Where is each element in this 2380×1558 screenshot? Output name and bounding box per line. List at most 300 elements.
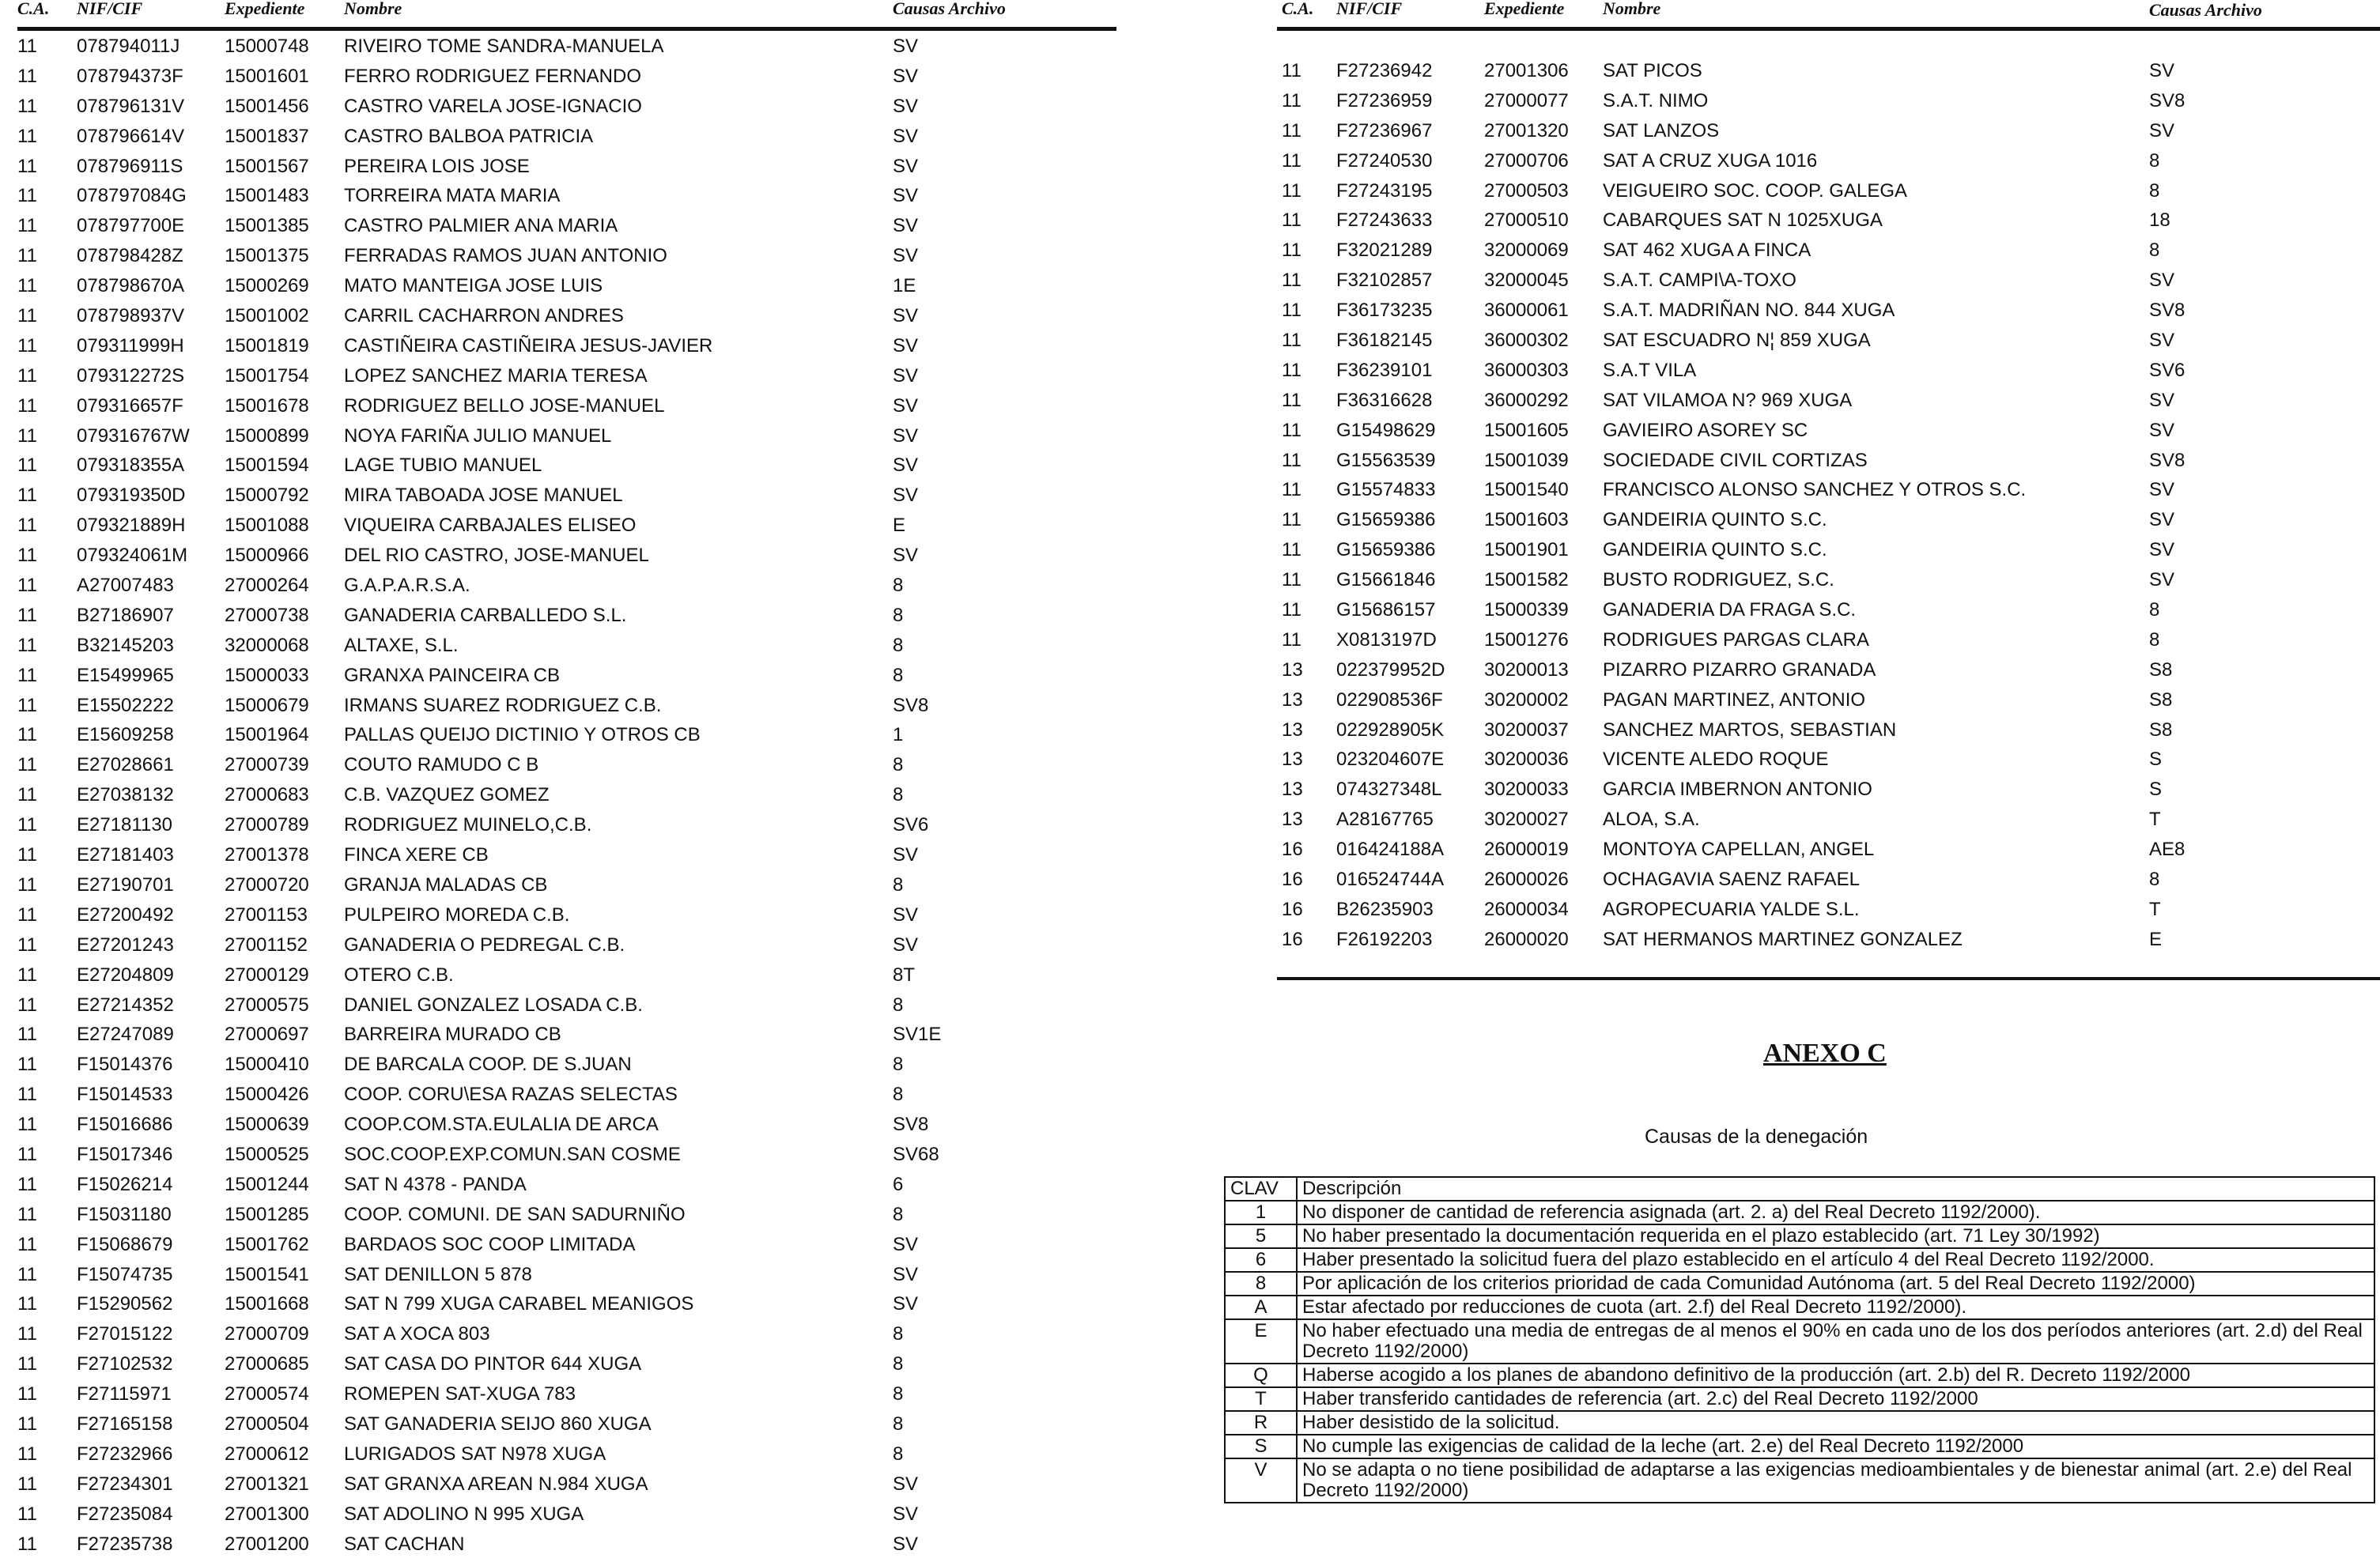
row-nombre: RODRIGUEZ BELLO JOSE-MANUEL bbox=[344, 394, 665, 417]
row-expediente: 36000292 bbox=[1484, 389, 1569, 411]
row-ca: 11 bbox=[17, 634, 37, 656]
row-nombre: SAT ESCUADRO N¦ 859 XUGA bbox=[1603, 330, 1871, 352]
row-expediente: 15001540 bbox=[1484, 479, 1569, 501]
row-causas: SV bbox=[893, 455, 919, 477]
row-nombre: COOP.COM.STA.EULALIA DE ARCA bbox=[344, 1114, 659, 1136]
row-expediente: 15001601 bbox=[225, 65, 309, 87]
row-nombre: SOCIEDADE CIVIL CORTIZAS bbox=[1603, 449, 1868, 471]
row-nombre: S.A.T. MADRIÑAN NO. 844 XUGA bbox=[1603, 300, 1895, 322]
cause-key: S bbox=[1225, 1435, 1297, 1458]
row-causas: SV bbox=[2149, 270, 2175, 292]
row-ca: 11 bbox=[17, 1054, 37, 1076]
table-row bbox=[17, 1318, 1116, 1349]
table-row bbox=[17, 300, 1116, 330]
table-row bbox=[17, 990, 1116, 1020]
row-ca: 11 bbox=[17, 575, 37, 597]
row-causas: E bbox=[893, 515, 906, 537]
row-nombre: SAT DENILLON 5 878 bbox=[344, 1263, 532, 1285]
row-ca: 11 bbox=[17, 1293, 37, 1315]
table-row bbox=[17, 570, 1116, 600]
row-nombre: FRANCISCO ALONSO SANCHEZ Y OTROS S.C. bbox=[1603, 479, 2027, 501]
cause-key: R bbox=[1225, 1411, 1297, 1435]
row-ca: 11 bbox=[17, 364, 37, 387]
row-causas: SV bbox=[893, 1533, 919, 1555]
row-ca: 13 bbox=[1282, 658, 1303, 681]
table-row bbox=[1277, 85, 2380, 115]
row-ca: 11 bbox=[1282, 300, 1301, 322]
row-ca: 11 bbox=[17, 784, 37, 806]
row-nif: F32021289 bbox=[1336, 240, 1433, 262]
table-row bbox=[17, 151, 1116, 181]
row-causas: SV68 bbox=[893, 1143, 939, 1165]
row-nif: F32102857 bbox=[1336, 270, 1433, 292]
row-expediente: 15001567 bbox=[225, 155, 309, 177]
row-expediente: 26000034 bbox=[1484, 898, 1569, 920]
row-expediente: 15001002 bbox=[225, 305, 309, 327]
row-ca: 16 bbox=[1282, 898, 1303, 920]
table-row bbox=[17, 510, 1116, 540]
row-nif: 079324061M bbox=[77, 545, 188, 567]
row-causas: 8 bbox=[893, 1383, 904, 1405]
row-ca: 11 bbox=[1282, 539, 1301, 561]
right-table-header bbox=[1277, 0, 2380, 27]
row-expediente: 15000899 bbox=[225, 424, 309, 447]
row-ca: 11 bbox=[1282, 209, 1301, 232]
row-nombre: COOP. CORU\ESA RAZAS SELECTAS bbox=[344, 1084, 678, 1106]
row-nif: F27236942 bbox=[1336, 60, 1433, 81]
table-row bbox=[17, 480, 1116, 510]
table-row bbox=[1277, 325, 2380, 355]
row-nombre: DEL RIO CASTRO, JOSE-MANUEL bbox=[344, 545, 649, 567]
cause-description: No haber efectuado una media de entregas de al menos el 90% en cada uno de los dos períodos anteriores (art. 2.d) del Real Decreto 1192/2000) bbox=[1297, 1319, 2374, 1364]
row-nombre: FINCA XERE CB bbox=[344, 844, 489, 866]
row-ca: 11 bbox=[1282, 449, 1301, 471]
row-causas: SV bbox=[893, 1263, 919, 1285]
left-listing bbox=[17, 0, 1116, 1558]
row-expediente: 15001276 bbox=[1484, 628, 1569, 651]
row-expediente: 15000426 bbox=[225, 1084, 309, 1106]
cause-description: Haber transferido cantidades de referencia (art. 2.c) del Real Decreto 1192/2000 bbox=[1297, 1387, 2374, 1411]
row-expediente: 30200037 bbox=[1484, 719, 1569, 741]
row-ca: 11 bbox=[17, 245, 37, 267]
row-causas: 18 bbox=[2149, 209, 2170, 232]
cause-row bbox=[1225, 1364, 2374, 1387]
row-nif: 016524744A bbox=[1336, 869, 1445, 891]
row-expediente: 15001039 bbox=[1484, 449, 1569, 471]
row-nombre: RIVEIRO TOME SANDRA-MANUELA bbox=[344, 36, 664, 57]
table-row bbox=[1277, 774, 2380, 804]
row-nombre: SAT A XOCA 803 bbox=[344, 1323, 490, 1345]
row-expediente: 27000789 bbox=[225, 814, 309, 836]
row-ca: 11 bbox=[17, 1084, 37, 1106]
row-nif: F27235738 bbox=[77, 1533, 173, 1555]
row-nombre: SAT VILAMOA N? 969 XUGA bbox=[1603, 389, 1853, 411]
row-ca: 11 bbox=[17, 1443, 37, 1465]
row-ca: 11 bbox=[1282, 330, 1301, 352]
row-causas: S8 bbox=[2149, 658, 2173, 681]
row-ca: 11 bbox=[17, 1173, 37, 1195]
row-causas: 8 bbox=[893, 1443, 904, 1465]
cause-row bbox=[1225, 1201, 2374, 1224]
row-nombre: SAT A CRUZ XUGA 1016 bbox=[1603, 149, 1818, 172]
table-row bbox=[17, 779, 1116, 809]
row-nombre: PULPEIRO MOREDA C.B. bbox=[344, 903, 570, 926]
row-nif: 078794011J bbox=[77, 36, 180, 57]
cause-key: 1 bbox=[1225, 1201, 1297, 1224]
table-row bbox=[17, 749, 1116, 779]
row-ca: 11 bbox=[17, 545, 37, 567]
row-nombre: DE BARCALA COOP. DE S.JUAN bbox=[344, 1054, 632, 1076]
header-expediente: Expediente bbox=[1484, 0, 1565, 18]
row-nombre: OCHAGAVIA SAENZ RAFAEL bbox=[1603, 869, 1860, 891]
row-nombre: SAT N 799 XUGA CARABEL MEANIGOS bbox=[344, 1293, 694, 1315]
table-row bbox=[1277, 355, 2380, 385]
row-nif: E15499965 bbox=[77, 664, 174, 686]
table-row bbox=[17, 690, 1116, 720]
row-causas: SV bbox=[893, 844, 919, 866]
row-ca: 11 bbox=[17, 1203, 37, 1225]
table-row bbox=[1277, 894, 2380, 924]
table-row bbox=[17, 330, 1116, 360]
row-expediente: 27001200 bbox=[225, 1533, 309, 1555]
cause-description: Haber presentado la solicitud fuera del plazo establecido en el artículo 4 del Real Decreto 1192/2000. bbox=[1297, 1248, 2374, 1272]
annex-title: ANEXO C bbox=[1763, 1039, 1887, 1068]
cause-description: Haberse acogido a los planes de abandono definitivo de la producción (art. 2.b) del R. Decreto 1192/2000 bbox=[1297, 1364, 2374, 1387]
header-nif: NIF/CIF bbox=[77, 0, 143, 18]
row-nombre: S.A.T. CAMPI\A-TOXO bbox=[1603, 270, 1796, 292]
table-row bbox=[17, 1529, 1116, 1558]
cause-key: 6 bbox=[1225, 1248, 1297, 1272]
row-nif: 078797084G bbox=[77, 185, 187, 207]
row-causas: 1 bbox=[893, 724, 904, 746]
row-expediente: 27000575 bbox=[225, 994, 309, 1016]
row-causas: SV bbox=[893, 245, 919, 267]
table-row bbox=[17, 1169, 1116, 1199]
row-causas: 8 bbox=[2149, 240, 2160, 262]
table-row bbox=[1277, 115, 2380, 145]
row-nombre: RODRIGUEZ MUINELO,C.B. bbox=[344, 814, 592, 836]
row-nombre: CASTRO PALMIER ANA MARIA bbox=[344, 215, 618, 237]
row-causas: SV bbox=[2149, 479, 2175, 501]
row-expediente: 15000525 bbox=[225, 1143, 309, 1165]
row-ca: 11 bbox=[1282, 389, 1301, 411]
header-ca: C.A. bbox=[1282, 0, 1314, 18]
row-nombre: SAT GRANXA AREAN N.984 XUGA bbox=[344, 1473, 648, 1495]
row-expediente: 27001300 bbox=[225, 1503, 309, 1525]
row-expediente: 36000302 bbox=[1484, 330, 1569, 352]
row-ca: 11 bbox=[17, 1024, 37, 1046]
row-ca: 11 bbox=[1282, 119, 1301, 141]
table-row bbox=[1277, 55, 2380, 85]
row-expediente: 26000026 bbox=[1484, 869, 1569, 891]
row-causas: 8 bbox=[893, 634, 904, 656]
row-nif: G15661846 bbox=[1336, 569, 1436, 591]
row-causas: 8 bbox=[893, 873, 904, 896]
row-expediente: 27000697 bbox=[225, 1024, 309, 1046]
row-nombre: SAT CASA DO PINTOR 644 XUGA bbox=[344, 1353, 642, 1375]
row-expediente: 15000339 bbox=[1484, 599, 1569, 621]
table-row bbox=[1277, 715, 2380, 745]
cause-key: V bbox=[1225, 1458, 1297, 1503]
row-nombre: TORREIRA MATA MARIA bbox=[344, 185, 561, 207]
row-nombre: SOC.COOP.EXP.COMUN.SAN COSME bbox=[344, 1143, 681, 1165]
row-ca: 11 bbox=[17, 1473, 37, 1495]
table-row bbox=[1277, 655, 2380, 685]
row-expediente: 36000061 bbox=[1484, 300, 1569, 322]
row-ca: 11 bbox=[17, 1263, 37, 1285]
row-nif: 079316657F bbox=[77, 394, 183, 417]
row-nombre: CASTIÑEIRA CASTIÑEIRA JESUS-JAVIER bbox=[344, 334, 713, 356]
table-row bbox=[17, 1199, 1116, 1229]
row-nombre: GANADERIA CARBALLEDO S.L. bbox=[344, 604, 627, 626]
row-ca: 11 bbox=[17, 903, 37, 926]
table-row bbox=[17, 1439, 1116, 1469]
cause-description: No disponer de cantidad de referencia asignada (art. 2. a) del Real Decreto 1192/2000). bbox=[1297, 1201, 2374, 1224]
row-expediente: 27001152 bbox=[225, 934, 308, 956]
row-expediente: 15001837 bbox=[225, 125, 309, 147]
row-expediente: 27000503 bbox=[1484, 179, 1569, 202]
row-ca: 11 bbox=[1282, 509, 1301, 531]
row-expediente: 27000574 bbox=[225, 1383, 309, 1405]
row-expediente: 15001375 bbox=[225, 245, 309, 267]
row-ca: 11 bbox=[1282, 569, 1301, 591]
row-causas: S bbox=[2149, 779, 2163, 801]
row-nif: F15014376 bbox=[77, 1054, 173, 1076]
row-ca: 11 bbox=[17, 95, 37, 117]
row-causas: SV bbox=[893, 934, 919, 956]
row-nombre: SAT CACHAN bbox=[344, 1533, 465, 1555]
row-nombre: VEIGUEIRO SOC. COOP. GALEGA bbox=[1603, 179, 1907, 202]
row-nombre: IRMANS SUAREZ RODRIGUEZ C.B. bbox=[344, 694, 662, 716]
cause-key: E bbox=[1225, 1319, 1297, 1364]
row-expediente: 15001285 bbox=[225, 1203, 309, 1225]
row-expediente: 30200013 bbox=[1484, 658, 1569, 681]
table-row bbox=[1277, 924, 2380, 954]
row-causas: SV8 bbox=[893, 1114, 929, 1136]
row-nif: F27235084 bbox=[77, 1503, 173, 1525]
header-rule bbox=[1277, 27, 2380, 31]
row-nif: F27240530 bbox=[1336, 149, 1433, 172]
row-expediente: 32000045 bbox=[1484, 270, 1569, 292]
row-causas: 8 bbox=[893, 664, 904, 686]
row-expediente: 27001306 bbox=[1484, 60, 1569, 81]
row-ca: 11 bbox=[17, 36, 37, 57]
row-causas: 8 bbox=[893, 784, 904, 806]
row-expediente: 27001153 bbox=[225, 903, 308, 926]
row-nombre: SAT LANZOS bbox=[1603, 119, 1720, 141]
row-nif: 079316767W bbox=[77, 424, 190, 447]
row-nif: X0813197D bbox=[1336, 628, 1437, 651]
row-ca: 11 bbox=[17, 754, 37, 776]
row-nif: 016424188A bbox=[1336, 839, 1445, 861]
table-row bbox=[17, 1049, 1116, 1079]
cause-description: No se adapta o no tiene posibilidad de adaptarse a las exigencias medioambientales y de bienestar animal (art. 2.e) del Real Decreto 1192/2000) bbox=[1297, 1458, 2374, 1503]
row-causas: SV bbox=[893, 185, 919, 207]
table-row bbox=[1277, 415, 2380, 445]
row-nombre: SAT HERMANOS MARTINEZ GONZALEZ bbox=[1603, 928, 1963, 950]
table-row bbox=[1277, 504, 2380, 534]
table-row bbox=[1277, 594, 2380, 624]
row-ca: 11 bbox=[17, 394, 37, 417]
causes-table bbox=[1224, 1176, 2375, 1503]
row-causas: SV bbox=[893, 125, 919, 147]
row-ca: 11 bbox=[17, 65, 37, 87]
row-expediente: 27000709 bbox=[225, 1323, 309, 1345]
row-causas: SV bbox=[2149, 60, 2175, 81]
row-causas: T bbox=[2149, 898, 2161, 920]
row-nombre: FERRO RODRIGUEZ FERNANDO bbox=[344, 65, 642, 87]
cause-description: Estar afectado por reducciones de cuota (art. 2.f) del Real Decreto 1192/2000). bbox=[1297, 1296, 2374, 1319]
row-causas: 8 bbox=[2149, 149, 2160, 172]
row-causas: SV bbox=[893, 485, 919, 507]
row-nombre: BUSTO RODRIGUEZ, S.C. bbox=[1603, 569, 1834, 591]
row-nombre: C.B. VAZQUEZ GOMEZ bbox=[344, 784, 550, 806]
row-ca: 11 bbox=[17, 1114, 37, 1136]
row-nombre: GANADERIA O PEDREGAL C.B. bbox=[344, 934, 625, 956]
table-row bbox=[1277, 685, 2380, 715]
row-nif: F15068679 bbox=[77, 1233, 173, 1255]
cause-key: T bbox=[1225, 1387, 1297, 1411]
row-nif: F27236967 bbox=[1336, 119, 1433, 141]
row-nombre: BARDAOS SOC COOP LIMITADA bbox=[344, 1233, 636, 1255]
row-nombre: GARCIA IMBERNON ANTONIO bbox=[1603, 779, 1872, 801]
row-expediente: 15001483 bbox=[225, 185, 309, 207]
row-nombre: PAGAN MARTINEZ, ANTONIO bbox=[1603, 688, 1866, 711]
row-ca: 11 bbox=[17, 724, 37, 746]
table-row bbox=[1277, 474, 2380, 504]
row-causas: 1E bbox=[893, 275, 916, 297]
row-nombre: GRANXA PAINCEIRA CB bbox=[344, 664, 560, 686]
header-nif: NIF/CIF bbox=[1336, 0, 1403, 18]
row-nif: E27181403 bbox=[77, 844, 174, 866]
row-causas: SV bbox=[2149, 539, 2175, 561]
table-row bbox=[17, 1019, 1116, 1049]
row-nif: F27015122 bbox=[77, 1323, 173, 1345]
row-nif: F36316628 bbox=[1336, 389, 1433, 411]
table-row bbox=[17, 121, 1116, 151]
table-row bbox=[1277, 534, 2380, 564]
row-nombre: MONTOYA CAPELLAN, ANGEL bbox=[1603, 839, 1875, 861]
table-row bbox=[17, 1229, 1116, 1259]
table-row bbox=[1277, 804, 2380, 834]
row-nombre: FERRADAS RAMOS JUAN ANTONIO bbox=[344, 245, 667, 267]
row-nif: 078798937V bbox=[77, 305, 185, 327]
table-row bbox=[17, 1409, 1116, 1439]
row-nombre: MATO MANTEIGA JOSE LUIS bbox=[344, 275, 603, 297]
table-row bbox=[17, 900, 1116, 930]
row-nif: G15686157 bbox=[1336, 599, 1436, 621]
table-row bbox=[17, 61, 1116, 91]
row-nombre: BARREIRA MURADO CB bbox=[344, 1024, 561, 1046]
row-causas: 8 bbox=[2149, 599, 2160, 621]
table-row bbox=[1277, 295, 2380, 325]
row-nif: E27204809 bbox=[77, 964, 174, 986]
table-row bbox=[17, 1139, 1116, 1169]
row-nombre: VIQUEIRA CARBAJALES ELISEO bbox=[344, 515, 637, 537]
cause-description: No haber presentado la documentación requerida en el plazo establecido (art. 71 Ley 30/1992) bbox=[1297, 1224, 2374, 1248]
row-ca: 11 bbox=[17, 1143, 37, 1165]
row-nif: E27200492 bbox=[77, 903, 174, 926]
row-expediente: 30200036 bbox=[1484, 749, 1569, 771]
row-nif: E27247089 bbox=[77, 1024, 174, 1046]
row-causas: 8 bbox=[893, 575, 904, 597]
row-causas: E bbox=[2149, 928, 2163, 950]
row-expediente: 15001594 bbox=[225, 455, 309, 477]
row-nombre: SAT PICOS bbox=[1603, 60, 1702, 81]
row-expediente: 15000410 bbox=[225, 1054, 309, 1076]
cause-row bbox=[1225, 1435, 2374, 1458]
row-nombre: SAT ADOLINO N 995 XUGA bbox=[344, 1503, 584, 1525]
row-nombre: NOYA FARIÑA JULIO MANUEL bbox=[344, 424, 612, 447]
row-nombre: LAGE TUBIO MANUEL bbox=[344, 455, 542, 477]
row-causas: 8T bbox=[893, 964, 916, 986]
row-ca: 13 bbox=[1282, 749, 1303, 771]
row-ca: 11 bbox=[17, 125, 37, 147]
row-nif: E27028661 bbox=[77, 754, 174, 776]
bottom-rule bbox=[1277, 977, 2380, 980]
row-nombre: GRANJA MALADAS CB bbox=[344, 873, 548, 896]
row-causas: 8 bbox=[893, 1084, 904, 1106]
table-row bbox=[1277, 145, 2380, 175]
row-nif: F26192203 bbox=[1336, 928, 1433, 950]
row-nif: 078794373F bbox=[77, 65, 183, 87]
row-expediente: 15001762 bbox=[225, 1233, 309, 1255]
row-causas: SV bbox=[893, 1293, 919, 1315]
table-row bbox=[17, 1349, 1116, 1379]
row-nombre: CABARQUES SAT N 1025XUGA bbox=[1603, 209, 1883, 232]
row-expediente: 27000706 bbox=[1484, 149, 1569, 172]
row-causas: SV bbox=[893, 334, 919, 356]
row-causas: 8 bbox=[893, 1323, 904, 1345]
row-nif: F27232966 bbox=[77, 1443, 173, 1465]
table-row bbox=[17, 960, 1116, 990]
row-expediente: 27001321 bbox=[225, 1473, 309, 1495]
row-causas: 8 bbox=[893, 1353, 904, 1375]
row-nif: F36239101 bbox=[1336, 359, 1433, 381]
row-causas: 8 bbox=[893, 1054, 904, 1076]
row-expediente: 27000129 bbox=[225, 964, 309, 986]
row-nif: F27236959 bbox=[1336, 89, 1433, 111]
row-expediente: 15001385 bbox=[225, 215, 309, 237]
row-expediente: 15000748 bbox=[225, 36, 309, 57]
table-row bbox=[17, 240, 1116, 270]
row-nif: 078797700E bbox=[77, 215, 185, 237]
row-ca: 11 bbox=[1282, 270, 1301, 292]
cause-row bbox=[1225, 1319, 2374, 1364]
row-nombre: SAT N 4378 - PANDA bbox=[344, 1173, 527, 1195]
row-nif: F36182145 bbox=[1336, 330, 1433, 352]
cause-row bbox=[1225, 1248, 2374, 1272]
row-ca: 11 bbox=[17, 1353, 37, 1375]
row-ca: 11 bbox=[17, 305, 37, 327]
table-row bbox=[17, 600, 1116, 630]
table-row bbox=[1277, 564, 2380, 594]
row-expediente: 27000077 bbox=[1484, 89, 1569, 111]
cause-key: Q bbox=[1225, 1364, 1297, 1387]
row-ca: 11 bbox=[17, 994, 37, 1016]
table-row bbox=[17, 839, 1116, 870]
row-expediente: 27000720 bbox=[225, 873, 309, 896]
row-expediente: 27000510 bbox=[1484, 209, 1569, 232]
row-causas: SV bbox=[2149, 419, 2175, 441]
row-expediente: 30200033 bbox=[1484, 779, 1569, 801]
row-nif: F27165158 bbox=[77, 1413, 173, 1435]
row-nombre: GANDEIRIA QUINTO S.C. bbox=[1603, 539, 1827, 561]
row-expediente: 27000264 bbox=[225, 575, 309, 597]
causes-body bbox=[1225, 1201, 2374, 1503]
row-nif: F27102532 bbox=[77, 1353, 173, 1375]
table-row bbox=[17, 450, 1116, 480]
